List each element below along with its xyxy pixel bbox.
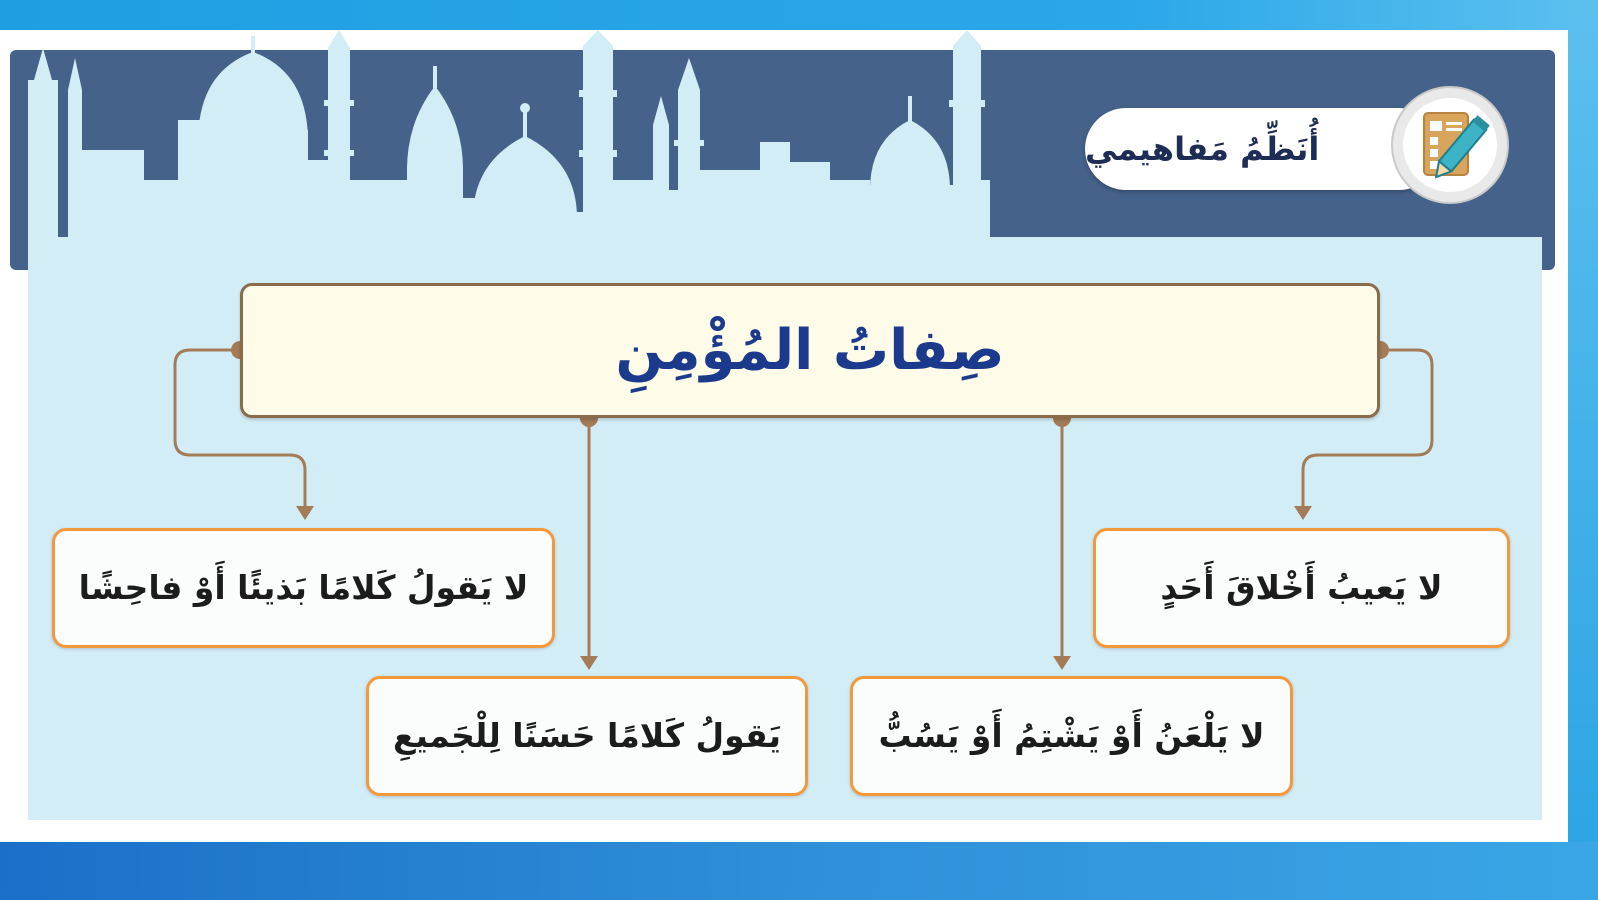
concept-node-1 [1093, 528, 1510, 648]
concept-node-text: لا يَلْعَنُ أَوْ يَشْتِمُ أَوْ يَسُبُّ [878, 715, 1265, 755]
arrowhead-center-left [580, 656, 598, 670]
concept-node-text: لا يَعيبُ أَخْلاقَ أَحَدٍ [1160, 567, 1443, 607]
concept-node-text: لا يَقولُ كَلامًا بَذيئًا أَوْ فاحِشًا [78, 567, 529, 607]
section-label: أُنَظِّمُ مَفاهيمي [1085, 130, 1320, 168]
arrowhead-left [296, 506, 314, 520]
concept-node-2 [52, 528, 555, 648]
arrowhead-right [1294, 506, 1312, 520]
arrowhead-center-right [1053, 656, 1071, 670]
concept-node-3 [850, 676, 1293, 796]
concept-node-4 [366, 676, 808, 796]
concept-title-box [240, 283, 1380, 418]
concept-title: صِفاتُ المُؤْمِنِ [615, 318, 1005, 383]
concept-node-text: يَقولُ كَلامًا حَسَنًا لِلْجَميعِ [393, 715, 782, 755]
